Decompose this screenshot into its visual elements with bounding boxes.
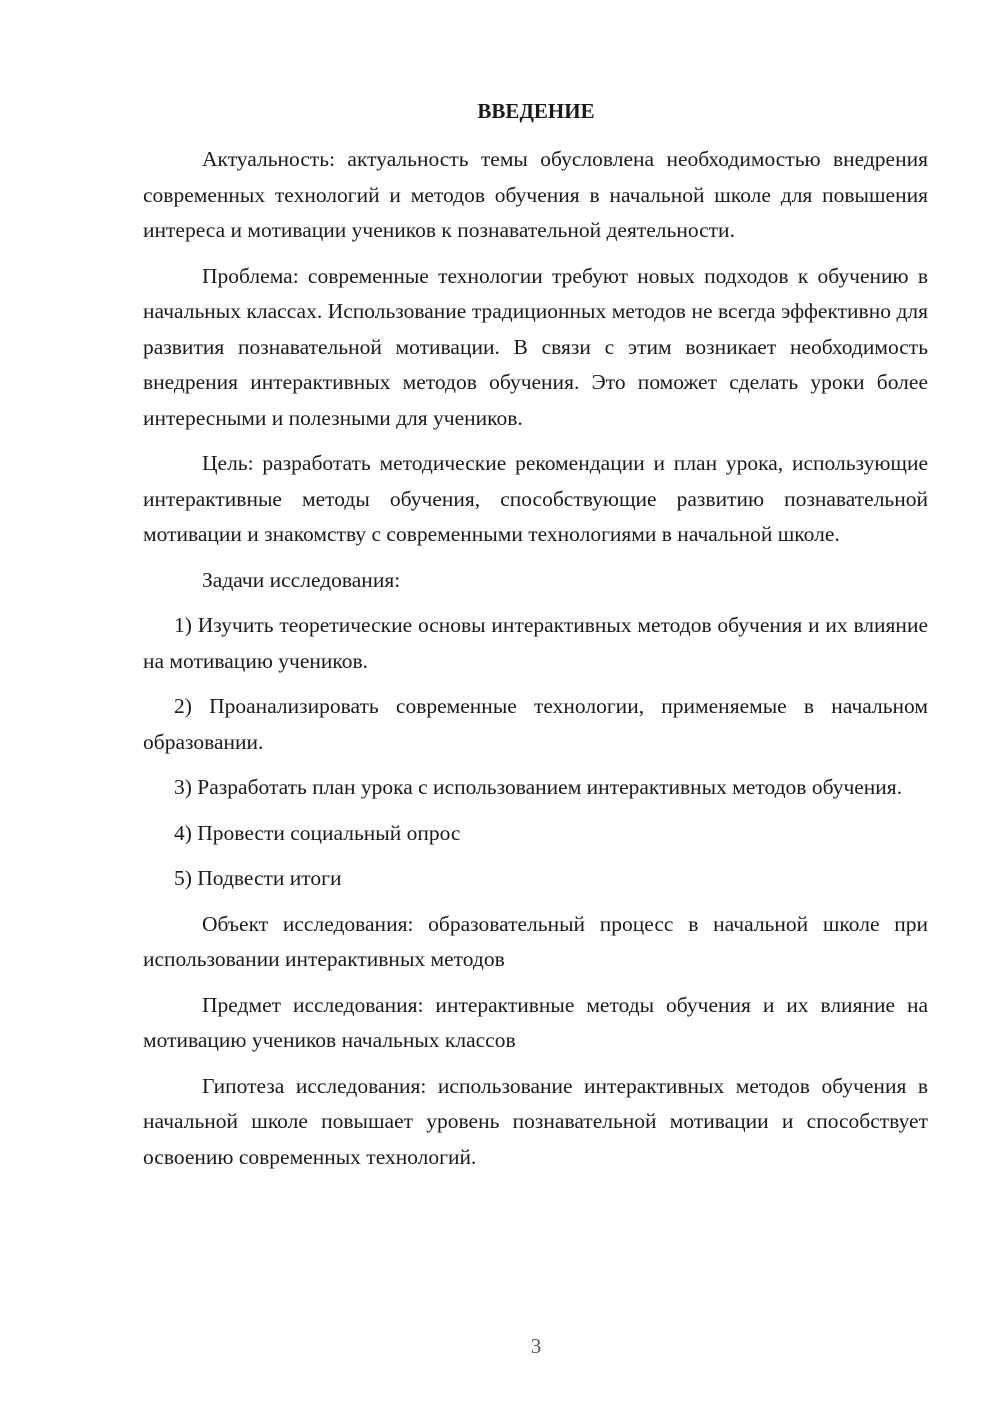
- task-item-2: 2) Проанализировать современные технологии, применяемые в начальном образовании.: [143, 694, 928, 754]
- task-item-4: 4) Провести социальный опрос: [174, 820, 461, 845]
- relevance-paragraph: Актуальность: актуальность темы обусловлена необходимостью внедрения современных технологий и методов обучения в начальной школе для повышения интереса и мотивации учеников к познавательной деятельности.: [143, 147, 928, 242]
- task-item-5: 5) Подвести итоги: [174, 866, 342, 890]
- task-item-1: 1) Изучить теоретические основы интерактивных методов обучения и их влияние на мотивацию учеников.: [143, 613, 928, 673]
- tasks-heading: Задачи исследования:: [202, 567, 401, 592]
- subject-paragraph: Предмет исследования: интерактивные методы обучения и их влияние на мотивацию учеников начальных классов: [143, 992, 928, 1052]
- problem-paragraph: Проблема: современные технологии требуют новых подходов к обучению в начальных классах. Использование традиционных методов не всегда эффективно для развития познавательной мотивации. В связи с этим возникает необходимость внедрения интерактивных методов обучения. Это поможет сделать уроки более интересными и полезными для учеников.: [143, 263, 928, 430]
- document-body: [143, 142, 928, 1185]
- hypothesis-paragraph: Гипотеза исследования: использование интерактивных методов обучения в начальной школе повышает уровень познавательной мотивации и способствует освоению современных технологий.: [143, 1073, 928, 1169]
- page-number: 3: [530, 1334, 542, 1358]
- page-title: ВВЕДЕНИЕ: [477, 99, 595, 123]
- task-item-3: 3) Разработать план урока с использованием интерактивных методов обучения.: [174, 775, 903, 799]
- goal-paragraph: Цель: разработать методические рекомендации и план урока, использующие интерактивные методы обучения, способствующие развитию познавательной мотивации и знакомству с современными технологиями в начальной школе.: [143, 451, 928, 546]
- object-paragraph: Объект исследования: образовательный процесс в начальной школе при использовании интерактивных методов: [143, 911, 928, 971]
